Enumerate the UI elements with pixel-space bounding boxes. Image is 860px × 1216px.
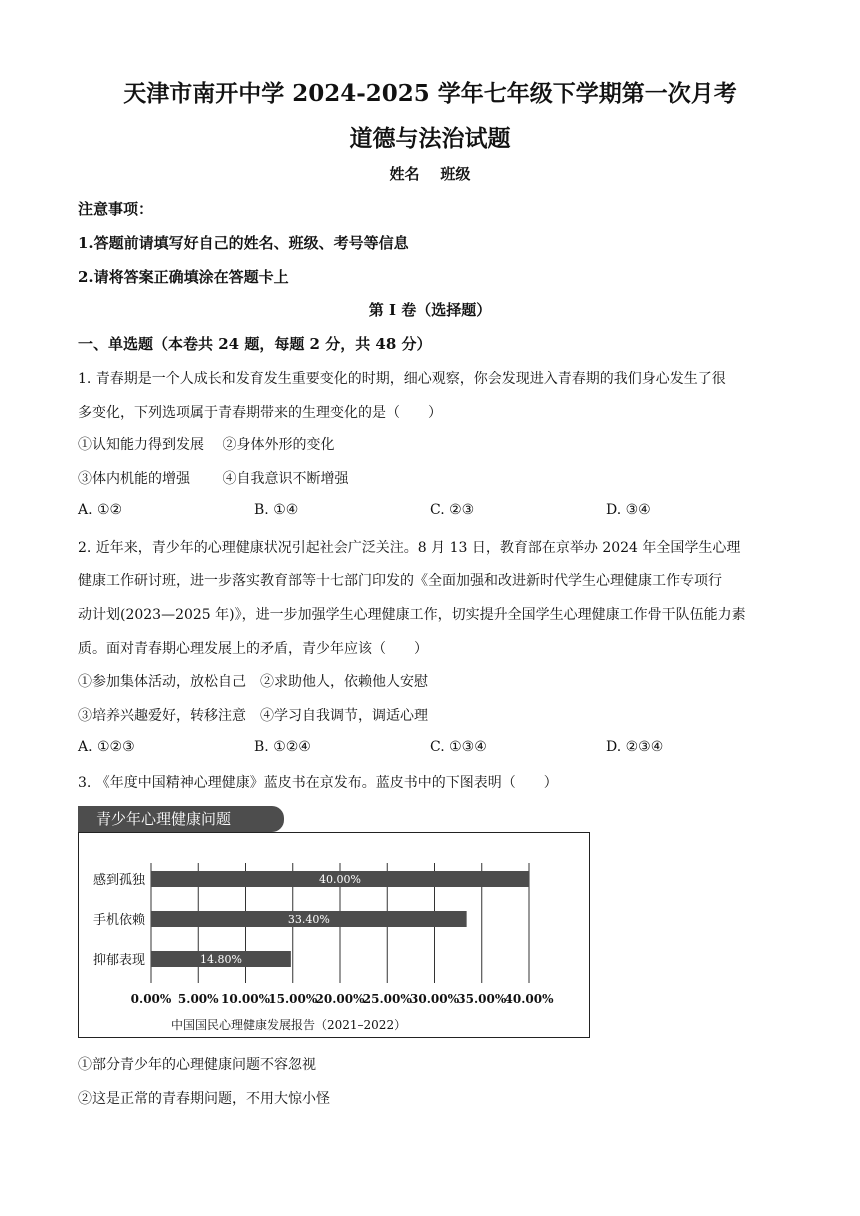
x-tick-label: 20.00%	[315, 992, 365, 1006]
x-axis-label: 中国国民心理健康发展报告（2021–2022）	[171, 1018, 407, 1032]
q2-option-c[interactable]: C. ①③④	[430, 739, 487, 755]
q1-statement-2: ③体内机能的增强 ④自我意识不断增强	[78, 471, 349, 487]
bar-chart	[79, 833, 589, 1037]
category-label: 感到孤独	[92, 873, 145, 888]
x-tick-label: 35.00%	[457, 992, 507, 1006]
q2-stem-line1: 2. 近年来，青少年的心理健康状况引起社会广泛关注。8 月 13 日，教育部在京举办 2024 年全国学生心理	[78, 540, 741, 556]
x-tick-label: 30.00%	[410, 992, 459, 1006]
q3-statement-2: ②这是正常的青春期问题，不用大惊小怪	[78, 1091, 330, 1107]
notice-heading: 注意事项：	[78, 200, 154, 218]
q2-stem-line2: 健康工作研讨班，进一步落实教育部等十七部门印发的《全面加强和改进新时代学生心理健康工作专项行	[78, 573, 722, 589]
q2-option-b[interactable]: B. ①②④	[254, 739, 311, 755]
exam-title: 天津市南开中学 2024-2025 学年七年级下学期第一次月考	[123, 80, 737, 107]
x-tick-label: 40.00%	[504, 992, 554, 1006]
q1-option-b[interactable]: B. ①④	[254, 502, 299, 518]
x-tick-label: 0.00%	[130, 992, 172, 1006]
x-tick-label: 5.00%	[177, 992, 219, 1006]
notice-item-1: 1.答题前请填写好自己的姓名、班级、考号等信息	[78, 234, 409, 252]
q1-stem-line1: 1. 青春期是一个人成长和发育发生重要变化的时期，细心观察，你会发现进入青春期的我们身心发生了很	[78, 371, 726, 387]
chart-frame	[78, 832, 590, 1038]
q1-stem-line2: 多变化，下列选项属于青春期带来的生理变化的是（ ）	[78, 405, 442, 421]
x-tick-label: 25.00%	[362, 992, 412, 1006]
q2-statement-2: ③培养兴趣爱好，转移注意 ④学习自我调节，调适心理	[78, 708, 428, 724]
q2-stem-line4: 质。面对青春期心理发展上的矛盾，青少年应该（ ）	[78, 641, 428, 657]
q1-statement-1: ①认知能力得到发展 ②身体外形的变化	[78, 437, 335, 453]
q3-statement-1: ①部分青少年的心理健康问题不容忽视	[78, 1057, 316, 1073]
data-label: 14.80%	[199, 953, 242, 966]
q2-stem-line3: 动计划(2023—2025 年)》，进一步加强学生心理健康工作，切实提升全国学生心理健康工作骨干队伍能力素	[78, 607, 746, 623]
category-label: 手机依赖	[92, 913, 145, 928]
notice-item-2: 2.请将答案正确填涂在答题卡上	[78, 268, 289, 286]
exam-subtitle: 道德与法治试题	[349, 125, 511, 152]
q1-option-d[interactable]: D. ③④	[606, 502, 651, 518]
chart-title: 青少年心理健康问题	[78, 806, 284, 832]
category-label: 抑郁表现	[92, 953, 145, 968]
volume-heading: 第 I 卷（选择题）	[368, 301, 492, 319]
q2-option-d[interactable]: D. ②③④	[606, 739, 664, 755]
q3-stem-line1: 3. 《年度中国精神心理健康》蓝皮书在京发布。蓝皮书中的下图表明（ ）	[78, 775, 558, 791]
data-label: 40.00%	[319, 873, 361, 886]
x-tick-label: 10.00%	[221, 992, 270, 1006]
name-class-line: 姓名 班级	[389, 165, 471, 183]
section-heading: 一、单选题（本卷共 24 题，每题 2 分，共 48 分）	[78, 335, 432, 353]
q1-option-a[interactable]: A. ①②	[78, 502, 123, 518]
q2-option-a[interactable]: A. ①②③	[78, 739, 135, 755]
q1-option-c[interactable]: C. ②③	[430, 502, 475, 518]
x-tick-label: 15.00%	[268, 992, 318, 1006]
q2-statement-1: ①参加集体活动，放松自己 ②求助他人，依赖他人安慰	[78, 674, 428, 690]
data-label: 33.40%	[287, 913, 330, 926]
